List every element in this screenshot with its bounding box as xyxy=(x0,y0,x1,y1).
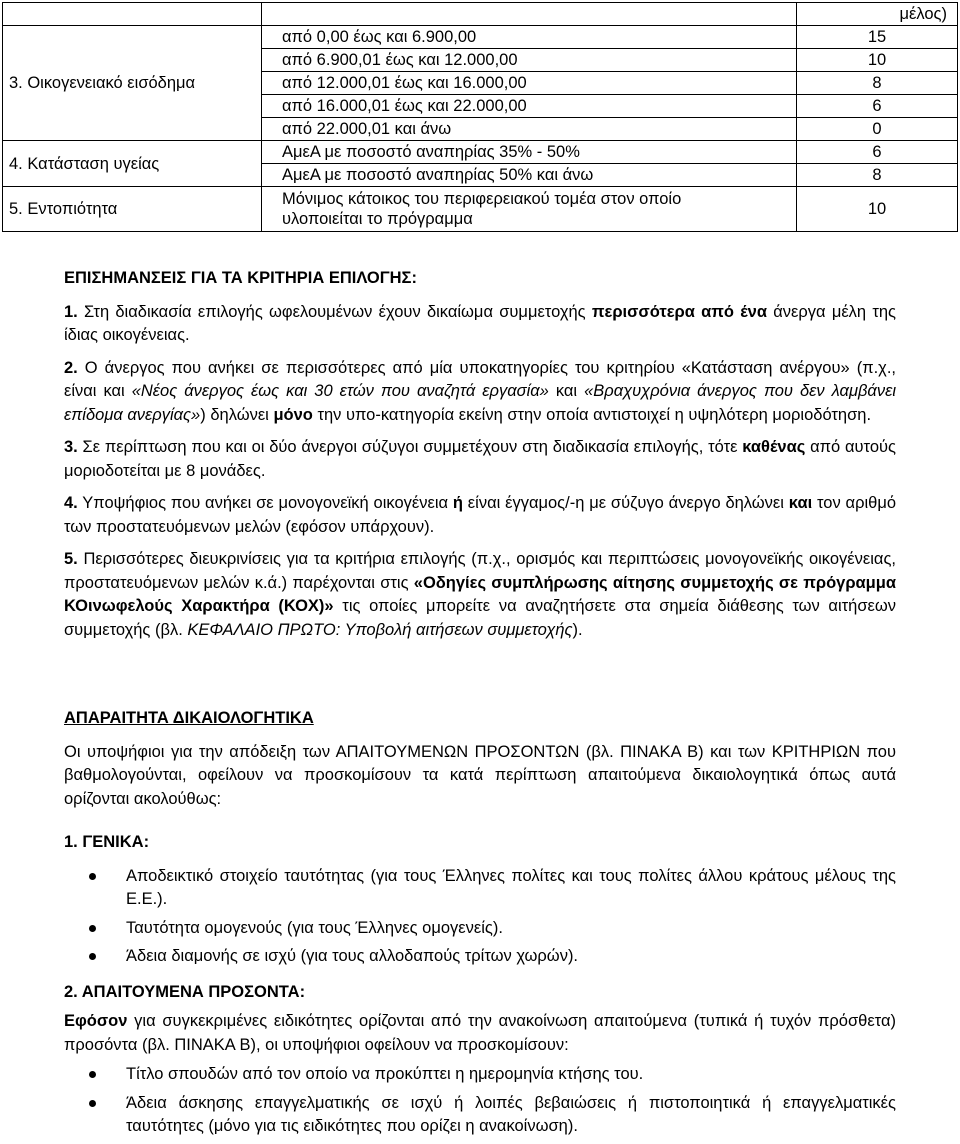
note-text: Υποψήφιος που ανήκει σε μονογονεϊκή οικογένεια xyxy=(77,494,453,512)
note-italic: ΚΕΦΑΛΑΙΟ ΠΡΩΤΟ: Υποβολή αιτήσεων συμμετοχής xyxy=(187,620,573,639)
general-heading: 1. ΓΕΝΙΚΑ: xyxy=(64,833,150,851)
note-emphasis: ή xyxy=(452,494,463,512)
note-italic: «Νέος άνεργος έως και 30 ετών που αναζητά εργασία» xyxy=(131,382,549,400)
note-text: από αυτούς μοριοδοτείται με 8 μονάδες. xyxy=(64,438,896,480)
table-row xyxy=(3,141,958,164)
note-text: και xyxy=(548,382,585,400)
option-cell: από 22.000,01 και άνω xyxy=(262,118,797,141)
table-row xyxy=(3,187,958,232)
points-cell: 15 xyxy=(797,26,958,49)
notes-heading: ΕΠΙΣΗΜΑΝΣΕΙΣ ΓΙΑ ΤΑ ΚΡΙΤΗΡΙΑ ΕΠΙΛΟΓΗΣ: xyxy=(64,269,417,287)
note-text: την υπο-κατηγορία εκείνη στην οποία αντιστοιχεί η υψηλότερη μοριοδότηση. xyxy=(312,405,872,424)
note-number: 5. xyxy=(64,550,78,568)
list-item xyxy=(64,917,896,941)
note-text: Περισσότερες διευκρινίσεις για τα κριτήρια επιλογής (π.χ., ορισμός και περιπτώσεις μονογονεϊκής οικογένειας, προστατευόμενων μελών κ.ά.) παρέχονται στις xyxy=(64,550,896,592)
note-text: ) δηλώνει xyxy=(200,405,274,424)
note-emphasis: «Οδηγίες συμπλήρωσης αίτησης συμμετοχής σε πρόγραμμα ΚΟινωφελούς Χαρακτήρα (ΚΟΧ)» xyxy=(64,573,897,615)
note-5 xyxy=(64,548,896,642)
category-health: 4. Κατάσταση υγείας xyxy=(3,141,262,187)
table-header-row xyxy=(3,3,958,26)
notes-section xyxy=(64,267,896,642)
points-cell: 8 xyxy=(797,72,958,95)
note-number: 2. xyxy=(64,358,78,377)
list-item-text: Αποδεικτικό στοιχείο ταυτότητας (για τους Έλληνες πολίτες και τους πολίτες άλλου κράτους μέλους της Ε.Ε.). xyxy=(126,866,896,908)
points-cell: 10 xyxy=(797,49,958,72)
note-emphasis: και xyxy=(788,494,813,512)
bullet-icon xyxy=(89,953,96,960)
option-cell: από 12.000,01 έως και 16.000,00 xyxy=(262,72,797,95)
points-cell: 0 xyxy=(797,118,958,141)
table-cell xyxy=(3,3,262,26)
points-cell: 6 xyxy=(797,141,958,164)
requirements-list xyxy=(64,1063,896,1139)
option-line: υλοποιείται το πρόγραμμα xyxy=(282,210,473,228)
table-row xyxy=(3,26,958,49)
list-item-text: Άδεια διαμονής σε ισχύ (για τους αλλοδαπούς τρίτων χωρών). xyxy=(126,947,579,965)
points-cell: 6 xyxy=(797,95,958,118)
note-text: είναι έγγαμος/-η με σύζυγο άνεργο δηλώνει xyxy=(462,494,789,512)
documents-intro: Οι υποψήφιοι για την απόδειξη των ΑΠΑΙΤΟΥΜΕΝΩΝ ΠΡΟΣΟΝΤΩΝ (βλ. ΠΙΝΑΚΑ Β) και των ΚΡΙΤΗΡΙΩΝ που βαθμολογούνται, οφείλουν να προσκομίσουν τα κατά περίπτωση απαιτούμενα δικαιολογητικά όπως αυτά ορίζονται ακολούθως: xyxy=(64,742,896,808)
note-2 xyxy=(64,357,896,428)
note-1 xyxy=(64,301,896,348)
bullet-icon xyxy=(89,1100,96,1107)
note-emphasis: περισσότερα από ένα xyxy=(591,302,767,321)
option-cell xyxy=(262,187,797,232)
option-cell: από 16.000,01 έως και 22.000,00 xyxy=(262,95,797,118)
note-3 xyxy=(64,436,896,483)
requirements-heading: 2. ΑΠΑΙΤΟΥΜΕΝΑ ΠΡΟΣΟΝΤΑ: xyxy=(64,982,306,1001)
bullet-icon xyxy=(89,1071,96,1078)
category-income: 3. Οικογενειακό εισόδημα xyxy=(3,26,262,141)
bullet-icon xyxy=(89,873,96,880)
note-text: Ο άνεργος που ανήκει σε περισσότερες από μία υποκατηγορίες του κριτηρίου «Κατάσταση ανέργου» (π.χ., είναι και xyxy=(64,358,896,400)
option-cell: από 6.900,01 έως και 12.000,00 xyxy=(262,49,797,72)
list-item xyxy=(64,865,896,912)
points-header: μέλος) xyxy=(797,3,958,26)
table-cell xyxy=(262,3,797,26)
option-line: Μόνιμος κάτοικος του περιφερειακού τομέα στον οποίο xyxy=(282,190,682,208)
note-text: ). xyxy=(572,620,583,639)
bullet-icon xyxy=(89,925,96,932)
note-text: Σε περίπτωση που και οι δύο άνεργοι σύζυγοι συμμετέχουν στη διαδικασία επιλογής, τότε xyxy=(77,438,743,456)
note-4 xyxy=(64,492,896,539)
list-item xyxy=(64,1063,896,1087)
note-emphasis: καθένας xyxy=(742,438,806,456)
note-text: Στη διαδικασία επιλογής ωφελουμένων έχουν δικαίωμα συμμετοχής xyxy=(77,302,592,321)
note-text: άνεργα μέλη της ίδιας οικογένειας. xyxy=(64,302,897,344)
note-number: 1. xyxy=(64,302,78,321)
list-item xyxy=(64,945,896,969)
option-cell: από 0,00 έως και 6.900,00 xyxy=(262,26,797,49)
criteria-table xyxy=(2,2,958,232)
points-cell: 10 xyxy=(797,187,958,232)
requirements-emphasis: Εφόσον xyxy=(64,1012,128,1030)
general-list xyxy=(64,865,896,969)
list-item xyxy=(64,1092,896,1139)
documents-heading: ΑΠΑΡΑΙΤΗΤΑ ΔΙΚΑΙΟΛΟΓΗΤΙΚΑ xyxy=(64,709,314,727)
note-number: 3. xyxy=(64,438,78,456)
note-text: τις οποίες μπορείτε να αναζητήσετε στα σημεία διάθεσης των αιτήσεων συμμετοχής (βλ. xyxy=(64,597,897,639)
option-cell: ΑμεΑ με ποσοστό αναπηρίας 35% - 50% xyxy=(262,141,797,164)
list-item-text: Άδεια άσκησης επαγγελματικής σε ισχύ ή λοιπές βεβαιώσεις ή πιστοποιητικά ή επαγγελματικές ταυτότητες (μόνο για τις ειδικότητες που ορίζει η ανακοίνωση). xyxy=(126,1093,896,1135)
requirements-intro xyxy=(64,1010,896,1057)
note-italic: «Βραχυχρόνια άνεργος που δεν λαμβάνει επίδομα ανεργίας» xyxy=(64,382,896,424)
note-text: τον αριθμό των προστατευόμενων μελών (εφόσον υπάρχουν). xyxy=(64,494,897,536)
list-item-text: Ταυτότητα ομογενούς (για τους Έλληνες ομογενείς). xyxy=(126,918,503,937)
note-number: 4. xyxy=(64,494,78,512)
note-emphasis: μόνο xyxy=(273,405,313,424)
list-item-text: Τίτλο σπουδών από τον οποίο να προκύπτει η ημερομηνία κτήσης του. xyxy=(126,1065,644,1083)
requirements-text: για συγκεκριμένες ειδικότητες ορίζονται από την ανακοίνωση απαιτούμενα (τυπικά ή τυχόν πρόσθετα) προσόντα (βλ. ΠΙΝΑΚΑ Β), οι υποψήφιοι οφείλουν να προσκομίσουν: xyxy=(64,1012,896,1054)
documents-section xyxy=(64,707,896,1144)
option-cell: ΑμεΑ με ποσοστό αναπηρίας 50% και άνω xyxy=(262,164,797,187)
points-cell: 8 xyxy=(797,164,958,187)
category-locality: 5. Εντοπιότητα xyxy=(3,187,262,232)
